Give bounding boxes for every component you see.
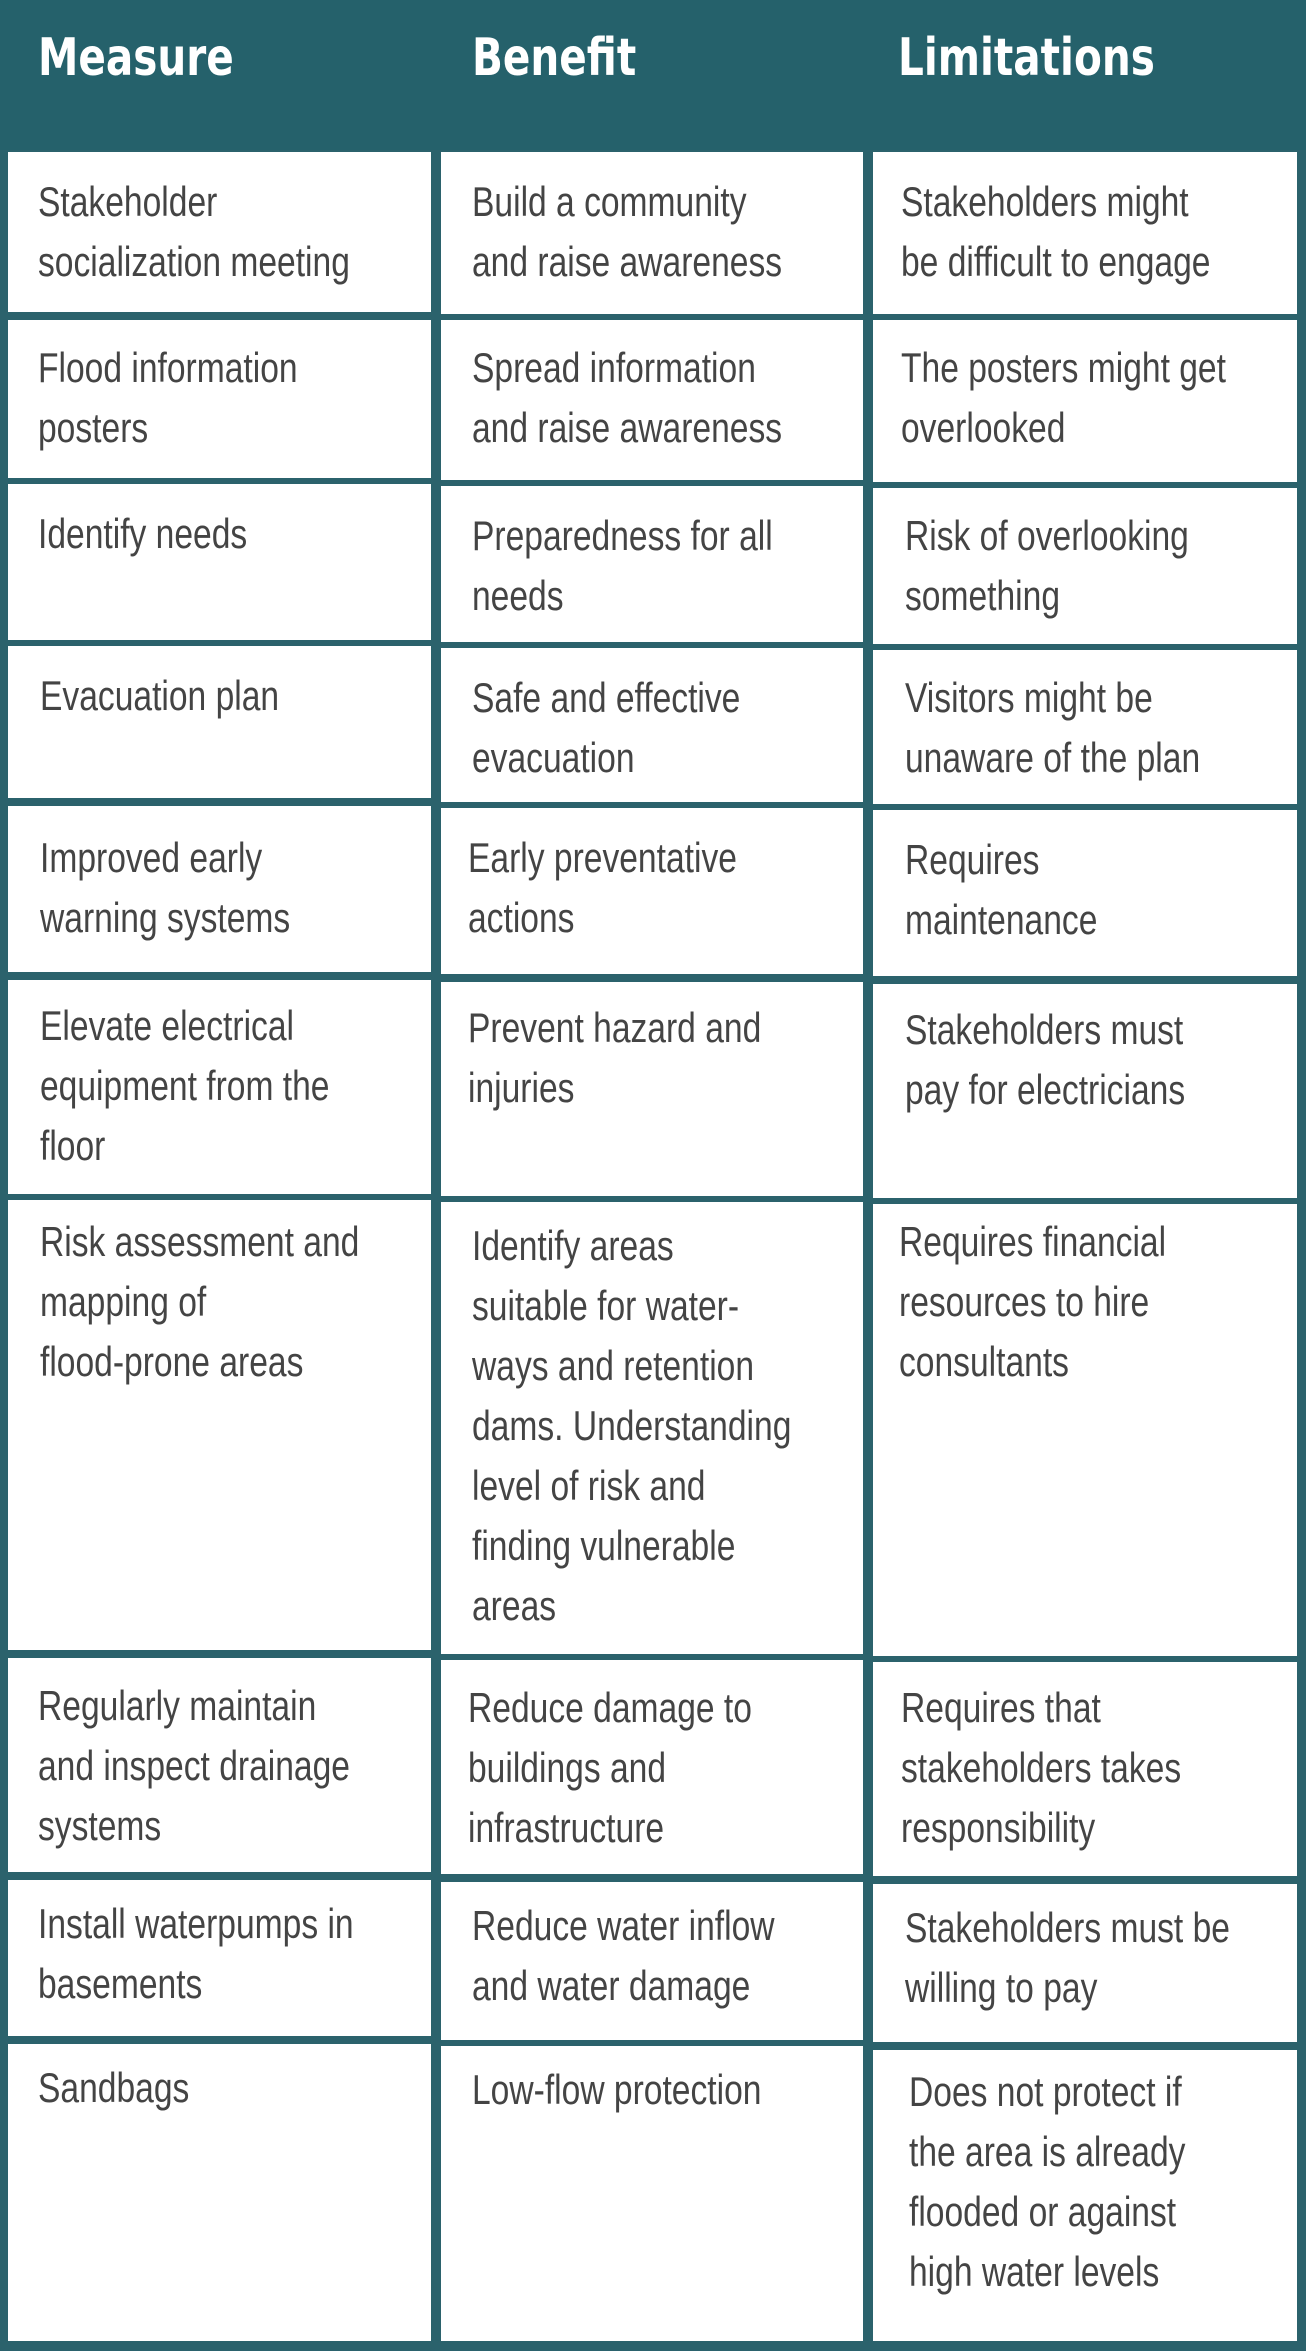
benefit-cell: Safe and effective evacuation bbox=[441, 648, 863, 802]
limitations-cell: Requires that stakeholders takes responsibility bbox=[873, 1662, 1297, 1876]
benefit-cell: Preparedness for all needs bbox=[441, 486, 863, 642]
benefit-cell: Identify areas suitable for water- ways and retention dams. Understanding level of risk and finding vulnerable areas bbox=[441, 1202, 863, 1654]
benefit-cell: Spread information and raise awareness bbox=[441, 320, 863, 480]
limitations-cell: Stakeholders must pay for electricians bbox=[873, 984, 1297, 1198]
column-header-benefit: Benefit bbox=[472, 28, 637, 88]
benefit-cell: Reduce water inflow and water damage bbox=[441, 1882, 863, 2040]
measure-cell: Flood information posters bbox=[8, 320, 431, 478]
benefit-cell: Early preventative actions bbox=[441, 808, 863, 974]
measure-cell: Evacuation plan bbox=[8, 646, 431, 798]
limitations-cell: Visitors might be unaware of the plan bbox=[873, 650, 1297, 804]
measure-cell: Regularly maintain and inspect drainage systems bbox=[8, 1658, 431, 1872]
limitations-cell: Stakeholders must be willing to pay bbox=[873, 1884, 1297, 2042]
limitations-cell: Does not protect if the area is already flooded or against high water levels bbox=[873, 2050, 1297, 2341]
limitations-cell: Requires maintenance bbox=[873, 810, 1297, 976]
column-header-limitations: Limitations bbox=[898, 28, 1155, 88]
benefit-cell: Build a community and raise awareness bbox=[441, 152, 863, 314]
measure-cell: Improved early warning systems bbox=[8, 806, 431, 972]
benefit-cell: Prevent hazard and injuries bbox=[441, 982, 863, 1196]
measure-cell: Install waterpumps in basements bbox=[8, 1880, 431, 2036]
measure-cell: Sandbags bbox=[8, 2044, 431, 2341]
benefit-cell: Low-flow protection bbox=[441, 2046, 863, 2341]
measure-cell: Elevate electrical equipment from the floor bbox=[8, 980, 431, 1194]
table-header bbox=[0, 0, 1306, 150]
limitations-cell: Risk of overlooking something bbox=[873, 488, 1297, 644]
limitations-cell: Stakeholders might be difficult to engage bbox=[873, 152, 1297, 314]
column-header-measure: Measure bbox=[38, 28, 234, 88]
measure-cell: Identify needs bbox=[8, 484, 431, 640]
limitations-cell: Requires financial resources to hire consultants bbox=[873, 1204, 1297, 1656]
benefit-cell: Reduce damage to buildings and infrastructure bbox=[441, 1660, 863, 1874]
limitations-cell: The posters might get overlooked bbox=[873, 320, 1297, 482]
measure-cell: Stakeholder socialization meeting bbox=[8, 152, 431, 312]
measure-cell: Risk assessment and mapping of flood-prone areas bbox=[8, 1200, 431, 1650]
